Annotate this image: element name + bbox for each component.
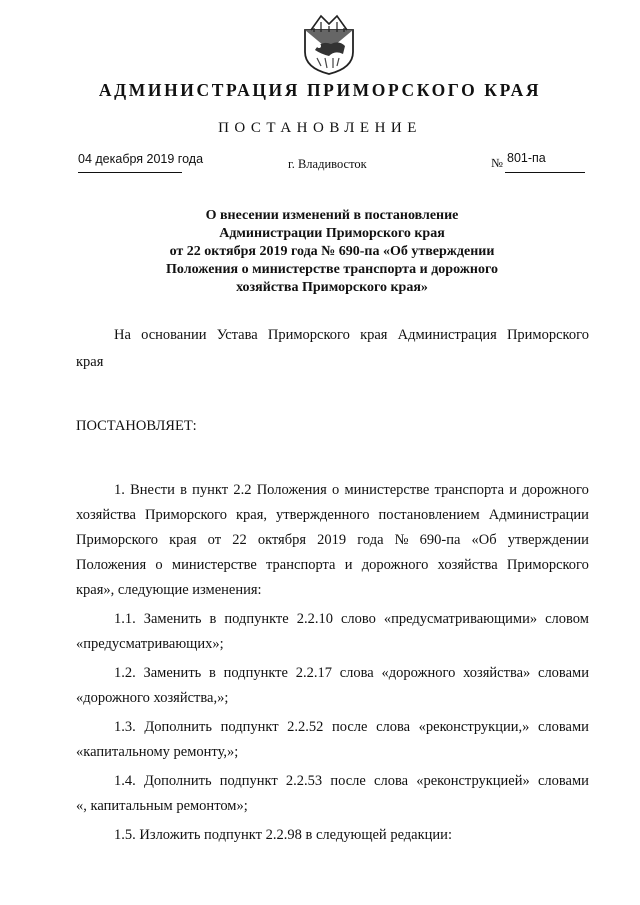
word: транспорта — [434, 482, 505, 498]
word: «реконструкции,» — [418, 719, 530, 735]
number-underline — [505, 172, 585, 173]
document-date: 04 декабря 2019 года — [78, 152, 204, 166]
word: края — [360, 327, 388, 343]
justified-line — [76, 478, 589, 503]
word: Администрация — [397, 327, 497, 343]
word: Положения — [76, 557, 147, 573]
word: края, — [235, 507, 267, 523]
subject-line: О внесении изменений в постановление — [205, 208, 459, 223]
word: 2.2.17 — [295, 665, 332, 681]
paragraph-line: «, капитальным ремонтом»; — [76, 798, 248, 814]
word: 1. — [114, 482, 125, 498]
number-sign: № — [491, 156, 503, 170]
word: после — [330, 773, 366, 789]
word: в — [209, 665, 216, 681]
justified-line — [76, 553, 589, 578]
word: Заменить — [143, 665, 202, 681]
document-number: 801-па — [507, 151, 546, 165]
word: и — [509, 482, 517, 498]
word: транспорта — [266, 557, 336, 573]
word: Приморского — [76, 532, 158, 548]
word: На — [114, 327, 131, 343]
word: «дорожного — [381, 665, 456, 681]
word: 1.3. — [114, 719, 136, 735]
word: октября — [257, 532, 307, 548]
word: слова — [376, 719, 411, 735]
word: пункт — [192, 482, 229, 498]
word: Заменить — [143, 611, 202, 627]
justified-line — [76, 503, 589, 528]
document-type: ПОСТАНОВЛЕНИЕ — [218, 120, 422, 136]
word: Положения — [256, 482, 327, 498]
word: 2.2.53 — [285, 773, 323, 789]
word: утверждении — [507, 532, 589, 548]
paragraph-line: «предусматривающих»; — [76, 636, 224, 652]
word: подпункте — [224, 611, 289, 627]
word: от — [207, 532, 222, 548]
word: Приморского — [144, 507, 227, 523]
word: основании — [141, 327, 207, 343]
word: 2019 — [317, 532, 347, 548]
justified-line — [76, 715, 589, 740]
coat-of-arms-icon — [301, 10, 357, 76]
document-subject — [100, 207, 564, 297]
word: словами — [538, 665, 589, 681]
word: о — [332, 482, 340, 498]
word: и — [344, 557, 353, 573]
word: слова — [374, 773, 409, 789]
word: в — [209, 611, 217, 627]
document-body — [76, 478, 589, 848]
word: года — [357, 532, 384, 548]
resolve-heading: ПОСТАНОВЛЯЕТ: — [76, 418, 197, 434]
word: слова — [339, 665, 374, 681]
word: подпункте — [223, 665, 288, 681]
justified-line — [76, 528, 589, 553]
justified-line — [76, 661, 589, 686]
date-underline — [78, 172, 182, 173]
word: хозяйства — [437, 557, 498, 573]
paragraph-line: «дорожного хозяйства,»; — [76, 690, 229, 706]
word: министерстве — [344, 482, 430, 498]
word: № — [394, 532, 409, 548]
paragraph-line: 1.5. Изложить подпункт 2.2.98 в следующей редакции: — [114, 827, 452, 843]
word: 22 — [232, 532, 247, 548]
justified-line — [76, 769, 589, 794]
document-city: г. Владивосток — [288, 157, 367, 171]
word: 690-па — [419, 532, 461, 548]
subject-line: Администрации Приморского края — [219, 226, 445, 241]
subject-line: от 22 октября 2019 года № 690-па «Об утверждении — [169, 244, 495, 259]
paragraph-line: края — [76, 354, 104, 370]
organization-title: АДМИНИСТРАЦИЯ ПРИМОРСКОГО КРАЯ — [98, 80, 542, 100]
paragraph-line: края», следующие изменения: — [76, 582, 262, 598]
word: 1.2. — [114, 665, 136, 681]
word: 2.2 — [233, 482, 252, 498]
word: дорожного — [361, 557, 429, 573]
paragraph-line: «капитальному ремонту,»; — [76, 744, 239, 760]
subject-line: Положения о министерстве транспорта и дорожного — [166, 262, 498, 277]
word: «Об — [471, 532, 497, 548]
word: министерстве — [171, 557, 257, 573]
word: хозяйства — [76, 507, 136, 523]
word: «реконструкцией» — [416, 773, 530, 789]
word: Дополнить — [143, 773, 212, 789]
word: хозяйства» — [463, 665, 531, 681]
word: Администрации — [488, 507, 589, 523]
justified-line — [76, 327, 589, 344]
justified-line — [76, 607, 589, 632]
subject-line: хозяйства Приморского края» — [236, 280, 428, 295]
word: Внести — [130, 482, 175, 498]
word: 1.1. — [114, 611, 136, 627]
word: слово — [340, 611, 376, 627]
word: 1.4. — [114, 773, 136, 789]
word: дорожного — [522, 482, 589, 498]
word: словами — [537, 773, 589, 789]
word: словами — [537, 719, 589, 735]
word: подпункт — [220, 719, 279, 735]
word: Приморского — [506, 327, 589, 343]
basis-paragraph — [76, 327, 589, 371]
word: Дополнить — [144, 719, 213, 735]
word: словом — [545, 611, 589, 627]
word: постановлением — [378, 507, 480, 523]
word: подпункт — [219, 773, 278, 789]
word: Устава — [216, 327, 258, 343]
word: Приморского — [506, 557, 589, 573]
word: 2.2.52 — [287, 719, 324, 735]
word: после — [331, 719, 368, 735]
word: в — [180, 482, 187, 498]
word: «предусматривающими» — [383, 611, 538, 627]
word: утвержденного — [276, 507, 370, 523]
word: края — [169, 532, 197, 548]
word: о — [155, 557, 163, 573]
word: Приморского — [267, 327, 350, 343]
word: 2.2.10 — [296, 611, 333, 627]
